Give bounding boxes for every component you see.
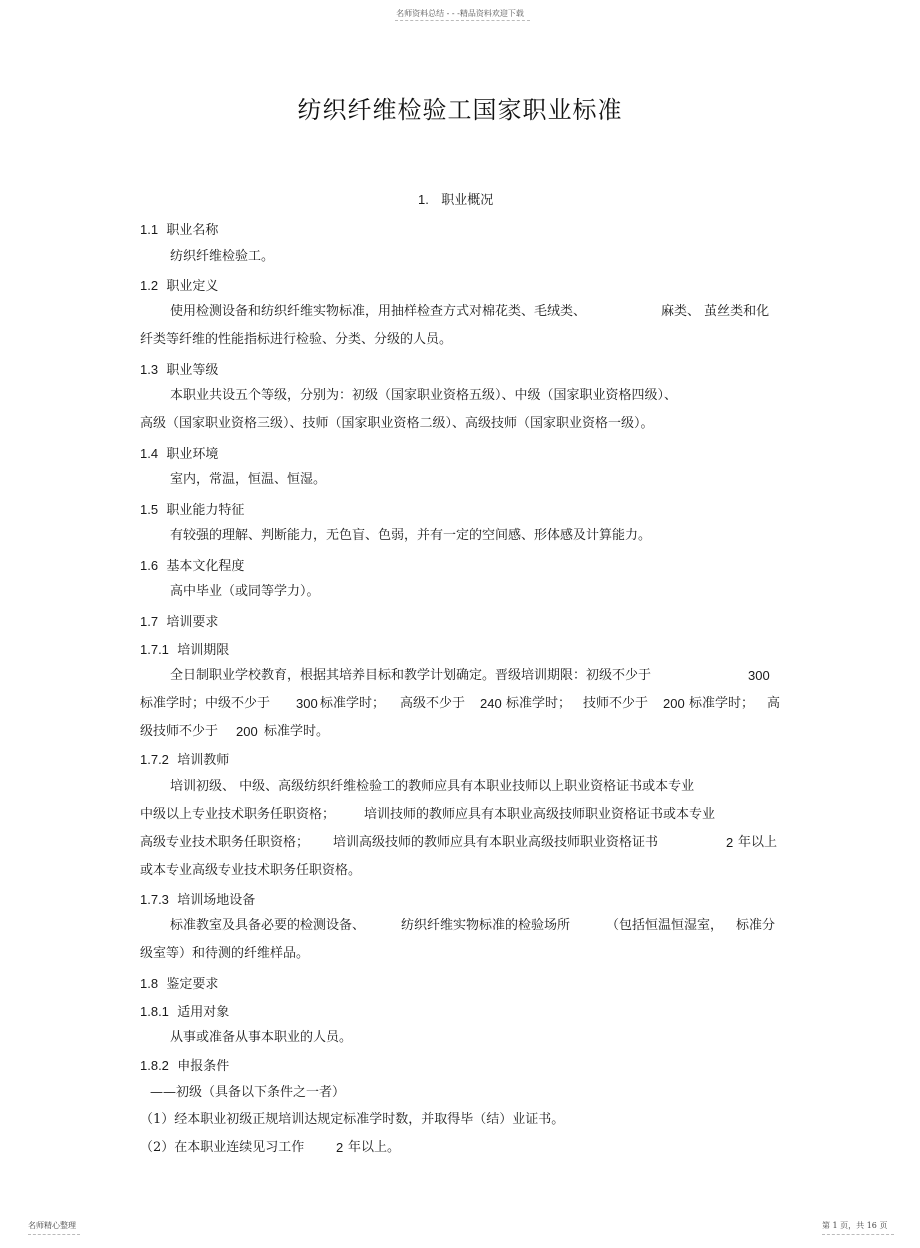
heading-title: 鉴定要求 (166, 977, 219, 992)
paragraph-1-7-2-line3d: 年以上 (738, 835, 778, 850)
heading-title: 基本文化程度 (166, 559, 245, 574)
paragraph-1-7-2-line1: 培训初级、 中级、高级纺织纤维检验工的教师应具有本职业技师以上职业资格证书或本专业 (170, 779, 695, 794)
paragraph-1-2-line1b: 麻类、 茧丝类和化 (661, 304, 770, 319)
footer-left: 名师精心整理 (28, 1221, 76, 1230)
paragraph-1-7-1-line2-seg: 高 (767, 696, 781, 711)
paragraph-1-6: 高中毕业（或同等学力）。 (170, 584, 320, 599)
heading-title: 职业能力特征 (166, 503, 245, 518)
page-header: 名师资料总结 - - -精品资料欢迎下载 (396, 9, 524, 18)
paragraph-1-7-2-line3c: 2 (726, 835, 734, 850)
paragraph-1-3-line2: 高级（国家职业资格三级）、技师（国家职业资格二级）、高级技师（国家职业资格一级）。 (140, 416, 654, 431)
paragraph-1-7-1-line2-seg: 240 (480, 696, 502, 711)
heading-1-7-3 (140, 892, 255, 909)
heading-title: 申报条件 (177, 1059, 230, 1074)
paragraph-1-7-1-line2-seg: 高级不少于 (400, 696, 466, 711)
heading-title: 职业环境 (166, 447, 219, 462)
header-divider (395, 20, 530, 21)
heading-1-4 (140, 446, 218, 463)
heading-1-7-1 (140, 642, 229, 659)
heading-1-6 (140, 558, 244, 575)
heading-number: 1.5 (140, 502, 159, 517)
paragraph-1-8-2-line1: ——初级（具备以下条件之一者） (150, 1085, 346, 1100)
paragraph-1-7-1-line2-seg: 标准学时；中级不少于 (140, 696, 271, 711)
paragraph-1-7-1-line1b: 300 (748, 668, 770, 683)
paragraph-1-7-1-line2-seg: 200 (663, 696, 685, 711)
heading-1-7-2 (140, 752, 229, 769)
paragraph-1-7-1-line2-seg: 300 (296, 696, 318, 711)
heading-number: 1.2 (140, 278, 159, 293)
document-title: 纺织纤维检验工国家职业标准 (297, 96, 623, 124)
paragraph-1-7-2-line4: 或本专业高级专业技术职务任职资格。 (140, 863, 362, 878)
paragraph-1-7-2-line3b: 培训高级技师的教师应具有本职业高级技师职业资格证书 (333, 835, 659, 850)
paragraph-1-7-3-line1c: （包括恒温恒湿室， (606, 918, 724, 933)
paragraph-1-7-1-line3-seg: 200 (236, 724, 258, 739)
section-number: 1. (418, 192, 429, 207)
section-1-heading (418, 192, 493, 209)
heading-title: 培训期限 (177, 643, 230, 658)
paragraph-1-7-1-line2-seg: 技师不少于 (583, 696, 649, 711)
paragraph-1-7-2-line3a: 高级专业技术职务任职资格； (140, 835, 310, 850)
paragraph-1-3-line1: 本职业共设五个等级，分别为：初级（国家职业资格五级）、中级（国家职业资格四级）、 (170, 388, 678, 403)
heading-number: 1.7.2 (140, 752, 169, 767)
heading-number: 1.1 (140, 222, 159, 237)
heading-1-8 (140, 976, 218, 993)
heading-1-8-2 (140, 1058, 229, 1075)
heading-1-2 (140, 278, 218, 295)
paragraph-1-4: 室内，常温，恒温、恒湿。 (170, 472, 327, 487)
heading-number: 1.8.1 (140, 1004, 169, 1019)
heading-number: 1.8.2 (140, 1058, 169, 1073)
paragraph-1-1: 纺织纤维检验工。 (170, 249, 275, 264)
heading-number: 1.7 (140, 614, 159, 629)
paragraph-1-7-2-line2b: 培训技师的教师应具有本职业高级技师职业资格证书或本专业 (364, 807, 716, 822)
paragraph-1-7-1-line3-seg: 级技师不少于 (140, 724, 219, 739)
paragraph-1-7-3-line1a: 标准教室及具备必要的检测设备、 (170, 918, 366, 933)
paragraph-1-5: 有较强的理解、判断能力，无色盲、色弱，并有一定的空间感、形体感及计算能力。 (170, 528, 652, 543)
heading-1-5 (140, 502, 244, 519)
heading-1-3 (140, 362, 218, 379)
paragraph-1-8-2-line3b: 2 (336, 1140, 344, 1155)
page-number: 第 1 页，共 16 页 (822, 1221, 888, 1230)
footer-left-divider (28, 1234, 80, 1235)
heading-1-8-1 (140, 1004, 229, 1021)
paragraph-1-7-1-line3-seg: 标准学时。 (264, 724, 330, 739)
section-title: 职业概况 (441, 193, 494, 208)
heading-number: 1.8 (140, 976, 159, 991)
heading-title: 适用对象 (177, 1005, 230, 1020)
paragraph-1-7-3-line1b: 纺织纤维实物标准的检验场所 (401, 918, 571, 933)
paragraph-1-7-2-line2a: 中级以上专业技术职务任职资格； (140, 807, 336, 822)
paragraph-1-7-1-line2-seg: 标准学时； (506, 696, 572, 711)
heading-number: 1.3 (140, 362, 159, 377)
paragraph-1-8-2-line2: （1）经本职业初级正规培训达规定标准学时数，并取得毕（结）业证书。 (140, 1112, 565, 1127)
footer-right-divider (822, 1234, 894, 1235)
paragraph-1-7-1-line2-seg: 标准学时； (689, 696, 755, 711)
heading-number: 1.4 (140, 446, 159, 461)
paragraph-1-8-2-line3a: （2）在本职业连续见习工作 (140, 1140, 305, 1155)
heading-title: 培训要求 (166, 615, 219, 630)
heading-title: 培训教师 (177, 753, 230, 768)
paragraph-1-8-1: 从事或准备从事本职业的人员。 (170, 1030, 353, 1045)
heading-1-7 (140, 614, 218, 631)
heading-title: 培训场地设备 (177, 893, 256, 908)
paragraph-1-7-1-line1a: 全日制职业学校教育，根据其培养目标和教学计划确定。晋级培训期限：初级不少于 (170, 668, 652, 683)
paragraph-1-2-line2: 纤类等纤维的性能指标进行检验、分类、分级的人员。 (140, 332, 453, 347)
heading-title: 职业等级 (166, 363, 219, 378)
heading-title: 职业定义 (166, 279, 219, 294)
heading-number: 1.7.3 (140, 892, 169, 907)
heading-1-1 (140, 222, 218, 239)
paragraph-1-7-1-line2-seg: 标准学时； (320, 696, 386, 711)
paragraph-1-7-3-line2: 级室等）和待测的纤维样品。 (140, 946, 310, 961)
paragraph-1-8-2-line3c: 年以上。 (348, 1140, 401, 1155)
heading-number: 1.7.1 (140, 642, 169, 657)
paragraph-1-2-line1a: 使用检测设备和纺织纤维实物标准，用抽样检查方式对棉花类、毛绒类、 (170, 304, 587, 319)
heading-number: 1.6 (140, 558, 159, 573)
heading-title: 职业名称 (166, 223, 219, 238)
paragraph-1-7-3-line1d: 标准分 (736, 918, 776, 933)
